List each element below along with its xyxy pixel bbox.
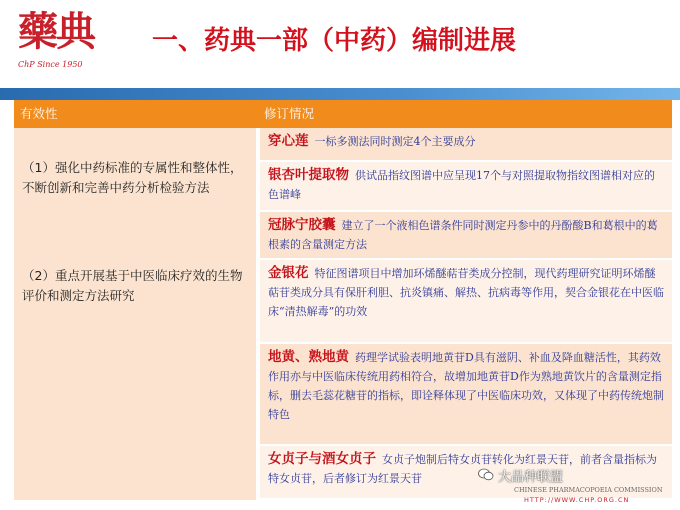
left-cell-2 xyxy=(14,260,258,500)
header-effectiveness: 有效性 xyxy=(20,106,58,121)
herb-name: 银杏叶提取物 xyxy=(268,167,349,183)
footer-commission-name: CHINESE PHARMACOPOEIA COMMISSION xyxy=(514,486,663,494)
revision-text: 供试品指纹图谱中应呈现17个与对照提取物指纹图谱相对应的色谱峰 xyxy=(268,169,655,201)
herb-name: 金银花 xyxy=(268,265,309,281)
left-cell-text: （1）强化中药标准的专属性和整体性，不断创新和完善中药分析检验方法 xyxy=(22,160,243,195)
revision-text: 一标多测法同时测定4个主要成分 xyxy=(314,135,476,148)
wechat-watermark xyxy=(478,466,674,486)
revision-text: 女贞子炮制后特女贞苷转化为红景天苷，前者含量指标为特女贞苷，后者修订为红景天苷 xyxy=(268,453,657,485)
header-revision: 修订情况 xyxy=(264,106,315,121)
wechat-icon xyxy=(478,468,494,485)
table-row xyxy=(260,260,672,344)
left-cell-text: （2）重点开展基于中医临床疗效的生物评价和测定方法研究 xyxy=(22,268,243,303)
pharmacopoeia-logo xyxy=(14,6,106,70)
herb-name: 地黄、熟地黄 xyxy=(268,349,349,365)
herb-name: 冠脉宁胶囊 xyxy=(268,217,336,233)
revision-text: 建立了一个液相色谱条件同时测定丹参中的丹酚酸B和葛根中的葛根素的含量测定方法 xyxy=(268,219,658,251)
left-cell-1 xyxy=(14,128,258,260)
herb-name: 女贞子与酒女贞子 xyxy=(268,451,376,467)
watermark-text: 大品种联盟 xyxy=(498,470,564,485)
footer-url: HTTP://WWW.CHP.ORG.CN xyxy=(524,496,630,504)
table-row xyxy=(260,344,672,446)
revision-text: 特征图谱项目中增加环烯醚萜苷类成分控制，现代药理研究证明环烯醚萜苷类成分具有保肝利胆、抗炎镇痛、解热、抗病毒等作用，契合金银花在中医临床“清热解毒”的功效 xyxy=(268,267,664,318)
table-row xyxy=(260,128,672,162)
logo-seal: 藥典 xyxy=(18,8,94,55)
table-header xyxy=(14,100,672,128)
revision-text: 药理学试验表明地黄苷D具有滋阴、补血及降血糖活性，其药效作用亦与中医临床传统用药相符合，故增加地黄苷D作为熟地黄饮片的含量测定指标，删去毛蕊花糖苷的指标，即诠释体现了中医临床功效，又体现了中药传统炮制特色 xyxy=(268,351,664,421)
table-row xyxy=(260,162,672,212)
slide-title: 一、药典一部（中药）编制进展 xyxy=(152,26,517,56)
header-divider-bar xyxy=(0,88,680,100)
table-row xyxy=(260,212,672,260)
logo-since-text: ChP Since 1950 xyxy=(18,60,83,69)
herb-name: 穿心莲 xyxy=(268,133,309,149)
